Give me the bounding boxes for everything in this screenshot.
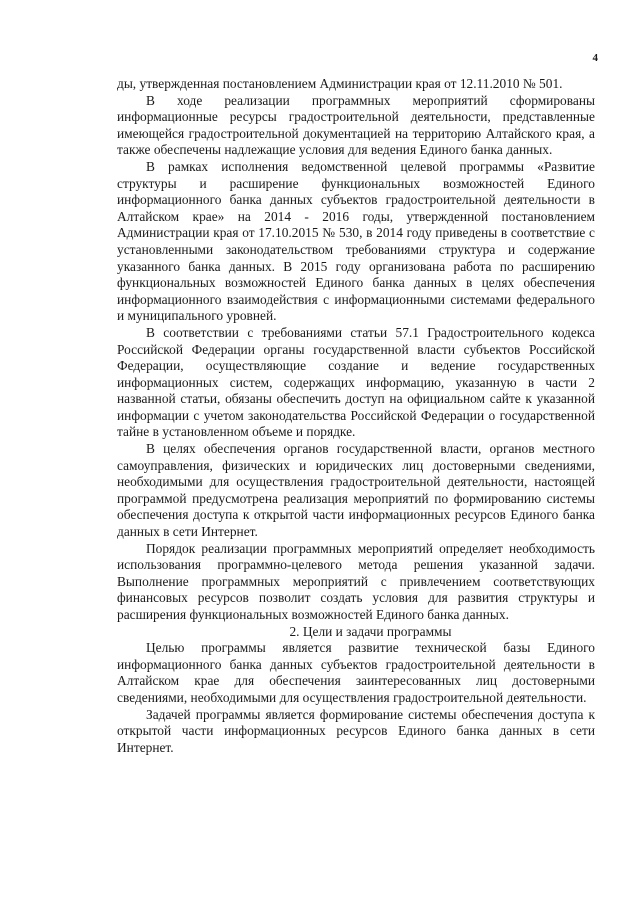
- paragraph: В ходе реализации программных мероприятий сформированы информационные ресурсы градостроительной деятельности, представленные имеющейся градостроительной документацией на территорию Алтайского края, а также обеспечены надлежащие условия для ведения Единого банка данных.: [117, 92, 595, 158]
- paragraph: ды, утвержденная постановлением Администрации края от 12.11.2010 № 501.: [117, 76, 563, 91]
- paragraph: Задачей программы является формирование системы обеспечения доступа к открытой части информационных ресурсов Единого банка данных в сети Интернет.: [117, 706, 595, 755]
- section-heading: 2. Цели и задачи программы: [289, 623, 452, 639]
- paragraph: Порядок реализации программных мероприятий определяет необходимость использования программно-целевого метода решения указанной задачи. Выполнение программных мероприятий с привлечением соответствующих финансовых ресурсов позволит создать условия для развития структуры и расширения функциональных возможностей Единого банка данных.: [117, 540, 595, 622]
- paragraph: В рамках исполнения ведомственной целевой программы «Развитие структуры и расширение функциональных возможностей Единого информационного банка данных субъектов градостроительной деятельности в Алтайском крае» на 2014 - 2016 годы, утвержденной постановлением Администрации края от 17.10.2015 № 530, в 2014 году приведены в соответствие с установленными законодательством требованиями структура и содержание указанного банка данных. В 2015 году организована работа по расширению функциональных возможностей Единого банка данных в целях обеспечения информационного взаимодействия с информационными системами федерального и муниципального уровней.: [117, 158, 595, 324]
- page-number: 4: [592, 52, 598, 64]
- paragraph: В соответствии с требованиями статьи 57.1 Градостроительного кодекса Российской Федерации органы государственной власти субъектов Российской Федерации, осуществляющие создание и ведение государственных информационных систем, содержащих информацию, указанную в части 2 названной статьи, обязаны обеспечить доступ на официальном сайте к указанной информации с учетом законодательства Российской Федерации о государственной тайне в установленном объеме и порядке.: [117, 324, 595, 440]
- document-body: [117, 76, 595, 756]
- paragraph: В целях обеспечения органов государственной власти, органов местного самоуправления, физических и юридических лиц достоверными сведениями, необходимыми для осуществления градостроительной деятельности, настоящей программой предусмотрена реализация мероприятий по формированию системы обеспечения доступа к открытой части информационных ресурсов Единого банка данных в сети Интернет.: [117, 441, 595, 540]
- paragraph: Целью программы является развитие технической базы Единого информационного банка данных субъектов градостроительной деятельности в Алтайском крае для обеспечения заинтересованных лиц достоверными сведениями, необходимыми для осуществления градостроительной деятельности.: [117, 640, 595, 705]
